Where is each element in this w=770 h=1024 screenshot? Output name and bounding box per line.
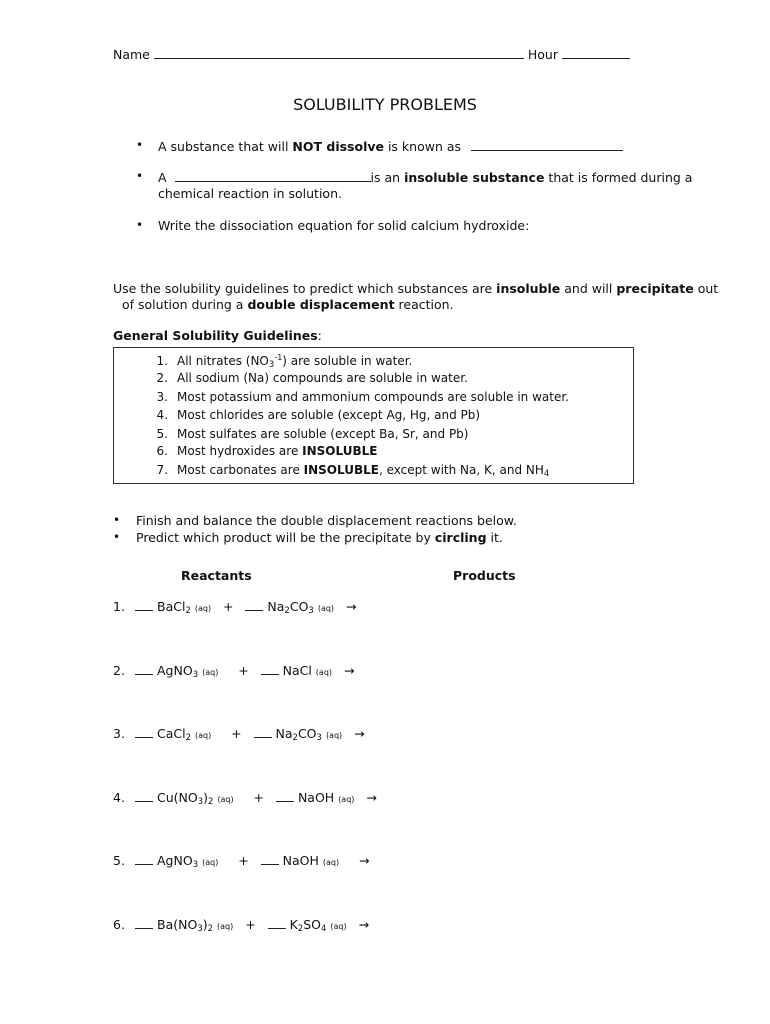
name-blank[interactable] [154, 46, 524, 59]
reaction-1: 1. BaCl$_2$ (aq) + $Na_2CO_3$ (aq) → [113, 599, 357, 616]
hour-label: Hour [527, 47, 558, 62]
instruction-2: Predict which product will be the precipitate by circling it. [136, 530, 503, 545]
coefficient-blank[interactable] [135, 664, 153, 675]
coefficient-blank[interactable] [245, 600, 263, 611]
guideline-rule-6: 6. Most hydroxides are INSOLUBLE [156, 444, 378, 458]
coefficient-blank[interactable] [135, 918, 153, 929]
reactants-heading: Reactants [181, 568, 252, 583]
question-2-line2: chemical reaction in solution. [158, 186, 342, 201]
arrow-icon: → [343, 663, 355, 678]
question-3: Write the dissociation equation for solid calcium hydroxide: [158, 218, 530, 233]
arrow-icon: → [354, 726, 365, 741]
coefficient-blank[interactable] [135, 854, 153, 865]
bullet: • [136, 218, 144, 232]
arrow-icon: → [366, 790, 377, 805]
products-heading: Products [453, 568, 516, 583]
arrow-icon: → [358, 853, 370, 868]
coefficient-blank[interactable] [135, 791, 153, 802]
reaction-5: 5. AgNO$_3$ (aq) + NaOH (aq) → [113, 853, 370, 870]
bullet: • [113, 530, 121, 544]
reaction-6: 6. $Ba(NO_3)_2$ (aq) + $K_2SO_4$ (aq) → [113, 917, 370, 934]
guidelines-box [113, 347, 634, 484]
guideline-rule-5: 5. Most sulfates are soluble (except Ba, Sr, and Pb) [156, 427, 469, 441]
hour-blank[interactable] [562, 46, 630, 59]
coefficient-blank[interactable] [276, 791, 294, 802]
intro-line-2: of solution during a double displacement reaction. [122, 297, 454, 312]
guidelines-heading: General Solubility Guidelines: [113, 328, 322, 343]
instruction-1: Finish and balance the double displacement reactions below. [136, 513, 517, 528]
name-field[interactable] [113, 46, 630, 62]
guideline-rule-1: 1. All nitrates $(NO_3^{-1})$ are soluble in water. [156, 353, 413, 370]
guideline-rule-7: 7. Most carbonates are INSOLUBLE, except with Na, K, and $NH_4$ [156, 463, 550, 479]
question-1: A substance that will NOT dissolve is known as [158, 138, 623, 154]
bullet: • [136, 169, 144, 183]
arrow-icon: → [358, 917, 370, 932]
intro-line-1: Use the solubility guidelines to predict which substances are insoluble and will precipitate out [113, 281, 719, 296]
answer-blank-2[interactable] [175, 169, 371, 182]
question-2: A is an insoluble substance that is formed during a [158, 170, 693, 185]
coefficient-blank[interactable] [254, 727, 272, 738]
guideline-rule-3: 3. Most potassium and ammonium compounds are soluble in water. [156, 390, 569, 404]
reaction-2: 2. AgNO$_3$ (aq) + NaCl (aq) → [113, 663, 355, 680]
page-title: SOLUBILITY PROBLEMS [293, 95, 477, 114]
bullet: • [136, 138, 144, 152]
guideline-rule-4: 4. Most chlorides are soluble (except Ag, Hg, and Pb) [156, 408, 481, 422]
coefficient-blank[interactable] [135, 600, 153, 611]
arrow-icon: → [345, 599, 357, 614]
coefficient-blank[interactable] [135, 727, 153, 738]
rule-text: All nitrates $(NO_3^{-1})$ are soluble in water. [177, 353, 413, 370]
bullet: • [113, 513, 121, 527]
reaction-3: 3. CaCl$_2$ (aq) + $Na_2CO_3$ (aq) → [113, 726, 365, 743]
guideline-rule-2: 2. All sodium (Na) compounds are soluble in water. [156, 371, 468, 385]
coefficient-blank[interactable] [261, 664, 279, 675]
name-label: Name [113, 47, 150, 62]
reaction-4: 4. $Cu(NO_3)_2$ (aq) + NaOH (aq) → [113, 790, 377, 807]
coefficient-blank[interactable] [268, 918, 286, 929]
answer-blank-1[interactable] [471, 138, 623, 151]
coefficient-blank[interactable] [261, 854, 279, 865]
